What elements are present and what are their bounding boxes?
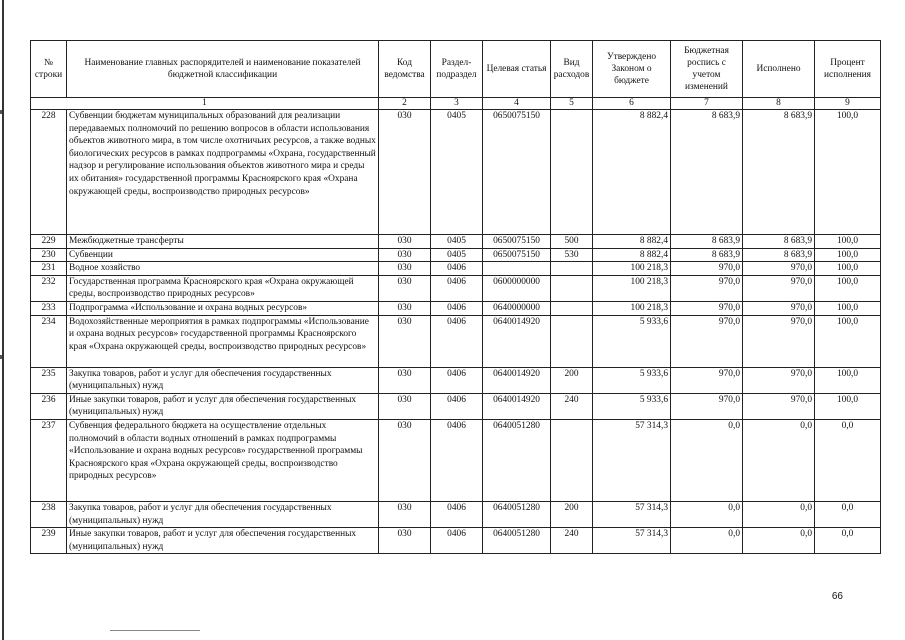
header-department-code: Код ведомства [379,41,431,98]
row-name: Иные закупки товаров, работ и услуг для обеспечения государственных (муниципальных) нужд [67,528,379,554]
target-article: 0650075150 [483,235,551,249]
executed-amount: 970,0 [743,367,815,393]
expense-type: 240 [551,528,593,554]
section-code: 0406 [431,501,483,527]
section-code: 0406 [431,419,483,501]
header-row [31,41,881,98]
margin-mark [0,110,2,114]
row-name: Субвенции [67,248,379,262]
percent-executed: 100,0 [815,275,881,301]
column-number: 3 [431,98,483,110]
section-code: 0406 [431,367,483,393]
approved-amount: 5 933,6 [593,315,671,367]
column-number: 9 [815,98,881,110]
department-code: 030 [379,528,431,554]
section-code: 0405 [431,110,483,235]
approved-amount: 5 933,6 [593,393,671,419]
column-number: 5 [551,98,593,110]
column-number: 2 [379,98,431,110]
department-code: 030 [379,248,431,262]
table-body [31,110,881,554]
table-row [31,501,881,527]
target-article: 0640014920 [483,393,551,419]
department-code: 030 [379,262,431,276]
executed-amount: 0,0 [743,528,815,554]
row-number: 237 [31,419,67,501]
department-code: 030 [379,393,431,419]
percent-executed: 100,0 [815,315,881,367]
budget-amount: 970,0 [671,315,743,367]
budget-amount: 970,0 [671,393,743,419]
header-budget-schedule: Бюджетная роспись с учетом изменений [671,41,743,98]
table-row [31,235,881,249]
row-number: 234 [31,315,67,367]
header-percent: Процент исполнения [815,41,881,98]
executed-amount: 970,0 [743,275,815,301]
percent-executed: 100,0 [815,393,881,419]
row-number: 233 [31,301,67,315]
row-name: Закупка товаров, работ и услуг для обеспечения государственных (муниципальных) нужд [67,367,379,393]
percent-executed: 0,0 [815,501,881,527]
percent-executed: 0,0 [815,528,881,554]
row-name: Водохозяйственные мероприятия в рамках подпрограммы «Использование и охрана водных ресурсов» государственной программы Красноярского края «Охрана окружающей среды, воспроизводство природных ресурсов» [67,315,379,367]
budget-amount: 8 683,9 [671,248,743,262]
percent-executed: 100,0 [815,110,881,235]
section-code: 0406 [431,262,483,276]
row-name: Субвенция федерального бюджета на осуществление отдельных полномочий в области водных отношений в рамках подпрограммы «Использование и охрана водных ресурсов» государственной программы Красноярского края «Охрана окружающей среды, воспроизводство природных ресурсов» [67,419,379,501]
expense-type [551,315,593,367]
row-number: 229 [31,235,67,249]
margin-mark [0,355,2,359]
table-row [31,419,881,501]
expense-type [551,110,593,235]
column-number: 4 [483,98,551,110]
expense-type: 530 [551,248,593,262]
row-name: Государственная программа Красноярского края «Охрана окружающей среды, воспроизводство природных ресурсов» [67,275,379,301]
approved-amount: 5 933,6 [593,367,671,393]
target-article: 0650075150 [483,110,551,235]
target-article: 0640051280 [483,419,551,501]
row-name: Иные закупки товаров, работ и услуг для обеспечения государственных (муниципальных) нужд [67,393,379,419]
row-number: 230 [31,248,67,262]
budget-amount: 0,0 [671,501,743,527]
section-code: 0406 [431,528,483,554]
department-code: 030 [379,315,431,367]
target-article: 0600000000 [483,275,551,301]
approved-amount: 8 882,4 [593,235,671,249]
executed-amount: 8 683,9 [743,248,815,262]
table-row [31,528,881,554]
table-row [31,301,881,315]
section-code: 0406 [431,315,483,367]
table-row [31,262,881,276]
row-number: 232 [31,275,67,301]
header-row-number: № строки [31,41,67,98]
department-code: 030 [379,301,431,315]
column-number: 1 [31,98,379,110]
department-code: 030 [379,235,431,249]
executed-amount: 970,0 [743,262,815,276]
percent-executed: 100,0 [815,301,881,315]
executed-amount: 970,0 [743,315,815,367]
row-name: Водное хозяйство [67,262,379,276]
row-name: Межбюджетные трансферты [67,235,379,249]
section-code: 0405 [431,248,483,262]
section-code: 0406 [431,393,483,419]
approved-amount: 57 314,3 [593,501,671,527]
department-code: 030 [379,275,431,301]
section-code: 0405 [431,235,483,249]
row-number: 238 [31,501,67,527]
percent-executed: 100,0 [815,235,881,249]
percent-executed: 100,0 [815,262,881,276]
expense-type [551,419,593,501]
department-code: 030 [379,110,431,235]
target-article: 0640051280 [483,528,551,554]
table-row [31,248,881,262]
department-code: 030 [379,367,431,393]
row-number: 235 [31,367,67,393]
executed-amount: 970,0 [743,301,815,315]
row-number: 228 [31,110,67,235]
section-code: 0406 [431,275,483,301]
approved-amount: 57 314,3 [593,419,671,501]
page-number: 66 [831,591,843,602]
row-number: 236 [31,393,67,419]
approved-amount: 100 218,3 [593,275,671,301]
expense-type: 500 [551,235,593,249]
target-article: 0640014920 [483,367,551,393]
header-executed: Исполнено [743,41,815,98]
row-name: Субвенции бюджетам муниципальных образований для реализации передаваемых полномочий по решению вопросов в области использования объектов животного мира, в том числе охотничьих ресурсов, а также водных биологических ресурсов в рамках подпрограммы «Охрана, государственный надзор и регулирование использования объектов животного мира и среды их обитания» государственной программы Красноярского края «Охрана окружающей среды, воспроизводство природных ресурсов» [67,110,379,235]
row-name: Закупка товаров, работ и услуг для обеспечения государственных (муниципальных) нужд [67,501,379,527]
expense-type: 200 [551,501,593,527]
target-article: 0640051280 [483,501,551,527]
approved-amount: 8 882,4 [593,248,671,262]
executed-amount: 970,0 [743,393,815,419]
approved-amount: 100 218,3 [593,301,671,315]
percent-executed: 100,0 [815,248,881,262]
expense-type: 200 [551,367,593,393]
executed-amount: 0,0 [743,501,815,527]
header-expense-type: Вид расходов [551,41,593,98]
table-row [31,367,881,393]
budget-amount: 8 683,9 [671,110,743,235]
column-number-row [31,98,881,110]
table-row [31,315,881,367]
expense-type [551,301,593,315]
percent-executed: 0,0 [815,419,881,501]
budget-amount: 970,0 [671,301,743,315]
column-number: 7 [671,98,743,110]
section-code: 0406 [431,301,483,315]
target-article: 0640014920 [483,315,551,367]
header-section: Раздел-подраздел [431,41,483,98]
table-row [31,275,881,301]
table-row [31,393,881,419]
budget-amount: 970,0 [671,367,743,393]
budget-amount: 970,0 [671,262,743,276]
table-row [31,110,881,235]
executed-amount: 8 683,9 [743,235,815,249]
expense-type [551,262,593,276]
column-number: 8 [743,98,815,110]
approved-amount: 100 218,3 [593,262,671,276]
budget-amount: 8 683,9 [671,235,743,249]
row-number: 239 [31,528,67,554]
header-target-article: Целевая статья [483,41,551,98]
target-article: 0650075150 [483,248,551,262]
target-article [483,262,551,276]
target-article: 0640000000 [483,301,551,315]
row-number: 231 [31,262,67,276]
executed-amount: 0,0 [743,419,815,501]
budget-amount: 0,0 [671,528,743,554]
approved-amount: 8 882,4 [593,110,671,235]
left-margin-rule [2,0,4,640]
percent-executed: 100,0 [815,367,881,393]
row-name: Подпрограмма «Использование и охрана водных ресурсов» [67,301,379,315]
department-code: 030 [379,419,431,501]
expense-type: 240 [551,393,593,419]
expense-type [551,275,593,301]
executed-amount: 8 683,9 [743,110,815,235]
budget-execution-table [30,40,881,554]
column-number: 6 [593,98,671,110]
budget-amount: 970,0 [671,275,743,301]
header-name: Наименование главных распорядителей и наименование показателей бюджетной классификации [67,41,379,98]
budget-amount: 0,0 [671,419,743,501]
header-approved: Утверждено Законом о бюджете [593,41,671,98]
department-code: 030 [379,501,431,527]
footer-rule [110,630,200,631]
approved-amount: 57 314,3 [593,528,671,554]
